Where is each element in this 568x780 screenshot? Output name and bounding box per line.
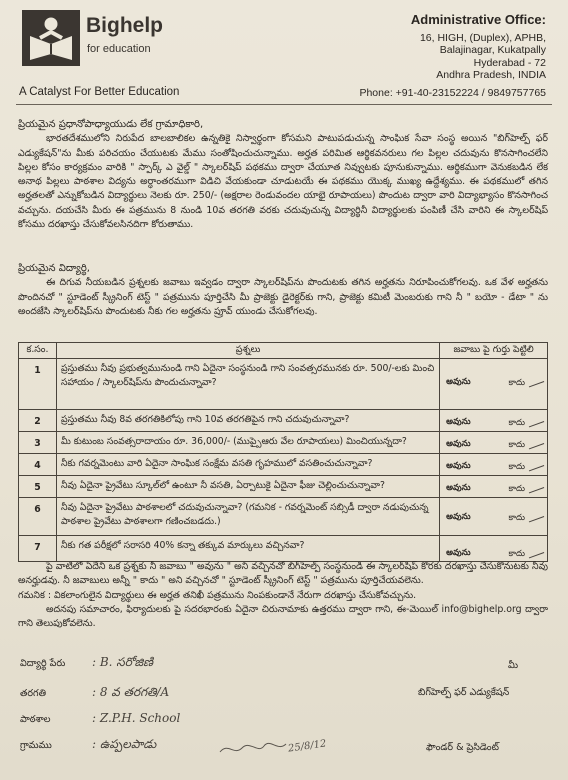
row-number: 7 (19, 536, 57, 562)
question-text: ప్రస్తుతము నీవు 8వ తరగతికిలోపు గాని 10వ తరగతిపైన గాని చదువుచున్నావా? (56, 410, 439, 432)
header-question: ప్రశ్నలు (56, 343, 439, 359)
table-header-row (19, 343, 548, 359)
student-name-field[interactable]: : B. సరోజిణి (92, 655, 154, 669)
yes-option[interactable]: అవును (446, 460, 471, 471)
question-text: మీ కుటుంబ సంవత్సరాదాయం రూ. 36,000/- (ముప్పైఆరు వేల రూపాయలు) మించియున్నదా? (56, 432, 439, 454)
brand-subtitle: for education (87, 43, 151, 55)
no-option[interactable] (509, 375, 544, 390)
note-paragraph: గమనిక : వికలాంగులైన విద్యార్థులు ఈ అర్హత తనిఖీ పత్రమును నింపకుండానే నేరుగా దరఖాస్తు చేసుకోవచ్చును. (18, 589, 417, 601)
answer-cell (440, 410, 548, 432)
school-label: పాఠశాల (20, 714, 51, 725)
closing-body (18, 560, 548, 631)
answer-cell (440, 498, 548, 536)
no-option[interactable] (509, 437, 544, 452)
brand-name: Bighelp (86, 14, 163, 37)
signature-scribble-icon (218, 740, 288, 758)
answer-cell (440, 476, 548, 498)
table-row (19, 476, 548, 498)
yes-option[interactable]: అవును (446, 482, 471, 493)
row-number: 6 (19, 498, 57, 536)
header-divider (16, 104, 552, 105)
bighelp-logo-icon (22, 10, 80, 66)
table-row (19, 498, 548, 536)
salutation-student: ప్రియమైన విద్యార్థి, (18, 263, 90, 274)
no-label: కాదు (508, 378, 525, 388)
checkmark-icon (526, 544, 544, 559)
yes-option[interactable]: అవును (446, 416, 471, 427)
salutation-headmaster: ప్రియమైన ప్రధానోపాధ్యాయుడు లేక గ్రామాధికారి, (18, 119, 204, 130)
class-label: తరగతి (20, 688, 46, 699)
question-text: ప్రస్తుతము నీవు ప్రభుత్వమునుండి గాని ఏదైనా సంస్థనుండి గాని సంవత్సరమునకు రూ. 500/-లకు మించి సహాయం / స్కాలర్‌షిప్‌ను పొందుచున్నావా? (56, 359, 439, 410)
table-row (19, 410, 548, 432)
sign-yours: మీ (508, 660, 519, 671)
no-option[interactable] (509, 510, 544, 525)
eligibility-result-paragraph: పై వాటిలో ఏదేని ఒక ప్రశ్నకు నీ జవాబు " అవును " అని వచ్చినచో బిగ్‌హెల్ప్ సంస్థనుండి ఈ స్కాలర్‌షిప్ కొరకు దరఖాస్తు చేసుకొనుటకు నీవు అనర్హుడవు. నీ జవాబులు అన్నీ " కాదు " అని వచ్చినచో " స్టూడెంట్ స్క్రీనింగ్ టెస్ట్ " పత్రమును పూర్తిచేయవలెను. (18, 561, 548, 587)
tagline: A Catalyst For Better Education (19, 86, 180, 98)
answer-cell (440, 536, 548, 562)
contact-paragraph: అదనపు సమాచారం, ఫిర్యాదులకు పై సదరభారంకు ఏదైనా చిరునామాకు ఉత్తరము ద్వారా గాని, ఈ-మెయిల్ info@bighelp.org ద్వారా గాని తెలుపుకోవలెను. (18, 603, 548, 630)
office-title: Administrative Office: (410, 12, 546, 27)
no-label: కాదు (508, 418, 525, 428)
row-number: 4 (19, 454, 57, 476)
student-name-label: విద్యార్థి పేరు (20, 658, 66, 669)
address-line: Hyderabad - 72 (473, 56, 546, 69)
table-row (19, 536, 548, 562)
address-line: Andhra Pradesh, INDIA (436, 69, 546, 82)
office-phone: Phone: +91-40-23152224 / 9849757765 (359, 87, 546, 99)
checkmark-icon (526, 457, 544, 472)
office-address-block (306, 12, 546, 99)
letter-body-1 (18, 118, 548, 232)
question-text: నీకు గవర్నమెంటు వారి ఏదైనా సాంఘిక సంక్షేమ వసతి గృహములో వసతించుచున్నావా? (56, 454, 439, 476)
table-row (19, 359, 548, 410)
sign-role: ఫౌండర్ & ప్రెసిడెంట్ (426, 742, 499, 753)
yes-option[interactable]: అవును (446, 376, 471, 387)
checkmark-icon (526, 508, 544, 523)
address-line: 16, HIGH, (Duplex), APHB, (419, 31, 546, 44)
row-number: 5 (19, 476, 57, 498)
no-label: కాదు (508, 549, 525, 559)
letter-body-2 (18, 262, 548, 319)
student-name-row (20, 655, 154, 671)
no-label: కాదు (508, 440, 525, 450)
handwritten-date: 25/8/12 (287, 738, 328, 755)
village-field[interactable]: : ఉప్పలపాడు (92, 737, 157, 751)
school-field[interactable]: : Z.P.H. School (92, 711, 181, 725)
school-row (20, 711, 181, 727)
sign-organization: బిగ్‌హెల్ప్ ఫర్ ఎడ్యుకేషన్ (418, 687, 510, 698)
eligibility-questionnaire-table (18, 342, 548, 562)
no-label: కాదు (508, 462, 525, 472)
no-option[interactable] (509, 481, 544, 496)
no-option[interactable] (509, 415, 544, 430)
yes-option[interactable]: అవును (446, 511, 471, 522)
answer-cell (440, 432, 548, 454)
class-row (20, 685, 170, 701)
no-label: కాదు (508, 484, 525, 494)
yes-option[interactable]: అవును (446, 547, 471, 558)
student-instructions-paragraph: ఈ దిగువ నీయబడిన ప్రశ్నలకు జవాబు ఇవ్వడం ద్వారా స్కాలర్‌షిప్‌ను పొందుటకు తగిన అర్హతను నిరూపించుకోగలవు. ఒక వేళ అర్హతను పొందినచో " స్టూడెంట్ స్క్రీనింగ్ టెస్ట్ " పత్రమును పూర్తిచేసి మీ ప్రాజెక్టు డైరెక్టర్‌కు గాని, ప్రాజెక్టు కమిటీ మెంబరుకు గాని నీ " బయో - డేటా " ను అందజేసి స్కాలర్‌షిప్‌ను పొందుటకు నీకు గల అర్హతను ప్రూవ్ యుండు చేసుకోగలవు. (18, 277, 548, 317)
intro-paragraph: భారతదేశములోని నిరుపేద బాలబాలికల ఉన్నతికై నిస్వార్థంగా కోసమని పాటుపడుచున్న సాంఘిక సేవా సంస్థ అయిన "బిగ్‌హెల్ప్ ఫర్ ఎడ్యుకేషన్"ను మీకు పరిచయం చేయుటకు మేము సంతోషించుచున్నాము. అర్హత పరిమిత ఆర్థికవనరులు గల పిల్లల చదువును కొనసాగించలేని పిల్లల కోసం కార్యక్రమం వారికి " స్పార్క్ ఎ వైల్డ్ " స్కాలర్‌షిప్ పథకము ద్వారా చేయూత నివ్వుటకు పూనుకున్నాము. ఆర్థికముగా వెనుకబడిన లేక అనాథ పిల్లలు పాఠశాల విద్యను అర్ధాంతరముగా విడిచి వేయకుండా చూడుటయే ఈ పథకము యొక్క ముఖ్య ఉద్దేశ్యము. ఈ పథకములో తగిన అర్హతలతో ఎన్నుకోబడిన విద్యార్థులు నెలకు రూ. 250/- (అక్షరాల రెండువందల యాభై రూపాయలు) పొందుట ద్వారా వారి విద్యాభ్యాసం కొనసాగించ వచ్చును. దయచేసి మీరు ఈ పత్రమును 8 నుండి 10వ తరగతి వరకు చదువుచున్న విద్యార్థినీ విద్యార్థులకు పంపిణీ చేసి వారిని ఈ స్కాలర్‌షిప్ కోసము దరఖాస్తు చేసుకోవలసినదిగా కోరుతాము. (18, 133, 548, 231)
no-option[interactable] (509, 546, 544, 561)
table-row (19, 432, 548, 454)
yes-option[interactable]: అవును (446, 438, 471, 449)
question-text: నీవు ఏదైనా ప్రైవేటు స్కూల్‌లో ఉంటూ నీ వసతి, ఏర్పాటుకై ఏదైనా ఫీజు చెల్లించుచున్నావా? (56, 476, 439, 498)
village-row (20, 737, 157, 753)
row-number: 1 (19, 359, 57, 410)
village-label: గ్రామము (20, 740, 52, 751)
no-option[interactable] (509, 459, 544, 474)
row-number: 2 (19, 410, 57, 432)
no-label: కాదు (508, 513, 525, 523)
answer-cell (440, 454, 548, 476)
answer-cell (440, 359, 548, 410)
row-number: 3 (19, 432, 57, 454)
question-text: నీవు ఏదైనా ప్రైవేటు పాఠశాలలో చదువుచున్నావా? (గమనిక - గవర్నమెంట్ సబ్సిడీ ద్వారా నడుపుచున్న పాఠశాల ప్రైవేటు పాఠశాలగా గణించబడదు.) (56, 498, 439, 536)
address-line: Balajinagar, Kukatpally (439, 44, 546, 57)
checkmark-icon (526, 413, 544, 428)
header-answer: జవాబు పై గుర్తు పెట్టిలి (440, 343, 548, 359)
checkmark-icon (526, 479, 544, 494)
checkmark-icon (526, 373, 544, 388)
table-row (19, 454, 548, 476)
question-text: నీకు గత పరీక్షలో సరాసరి 40% కన్నా తక్కువ మార్కులు వచ్చినవా? (56, 536, 439, 562)
class-field[interactable]: : 8 వ తరగతి/A (92, 685, 170, 699)
checkmark-icon (526, 435, 544, 450)
header-serial: క.సం. (19, 343, 57, 359)
